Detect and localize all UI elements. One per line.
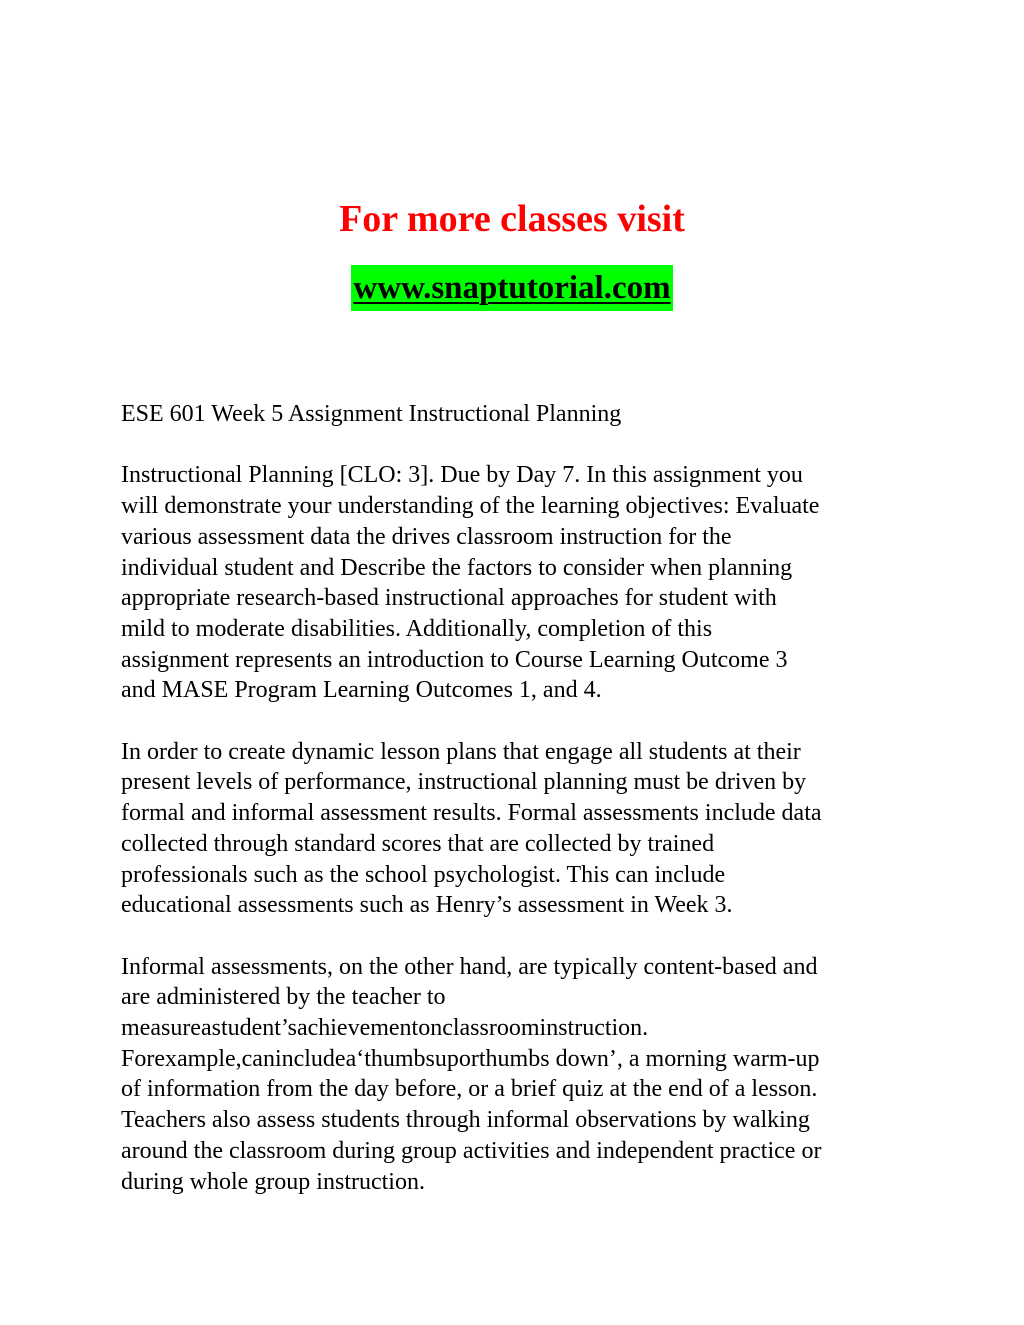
promo-title: For more classes visit	[339, 198, 685, 240]
paragraph-instructional-planning: Instructional Planning [CLO: 3]. Due by Day 7. In this assignment you will demonstrate your understanding of the learning objectives: Evaluate various assessment data the drives classroom instruction for the individual student and Describe the factors to consider when planning appropriate research-based instructional approaches for student with mild to moderate disabilities. Additionally, completion of this assignment represents an introduction to Course Learning Outcome 3 and MASE Program Learning Outcomes 1, and 4.	[121, 462, 820, 704]
assignment-heading: ESE 601 Week 5 Assignment Instructional Planning	[121, 401, 622, 427]
document-body	[121, 399, 911, 1228]
paragraph-formal-assessments: In order to create dynamic lesson plans that engage all students at their present levels of performance, instructional planning must be driven by formal and informal assessment results. Formal assessments include data collected through standard scores that are collected by trained professionals such as the school psychologist. This can include educational assessments such as Henry’s assessment in Week 3.	[121, 738, 822, 919]
paragraph-informal-assessments: Informal assessments, on the other hand, are typically content-based and are administered by the teacher to measureastudent’sachievementonclassroominstruction. Forexample,canincludea‘thumbsuporthumbs down’, a morning warm-up of information from the day before, or a brief quiz at the end of a lesson. Teachers also assess students through informal observations by walking around the classroom during group activities and independent practice or during whole group instruction.	[121, 953, 822, 1195]
website-link[interactable]: www.snaptutorial.com	[351, 265, 672, 311]
promo-link-container	[0, 265, 1024, 311]
